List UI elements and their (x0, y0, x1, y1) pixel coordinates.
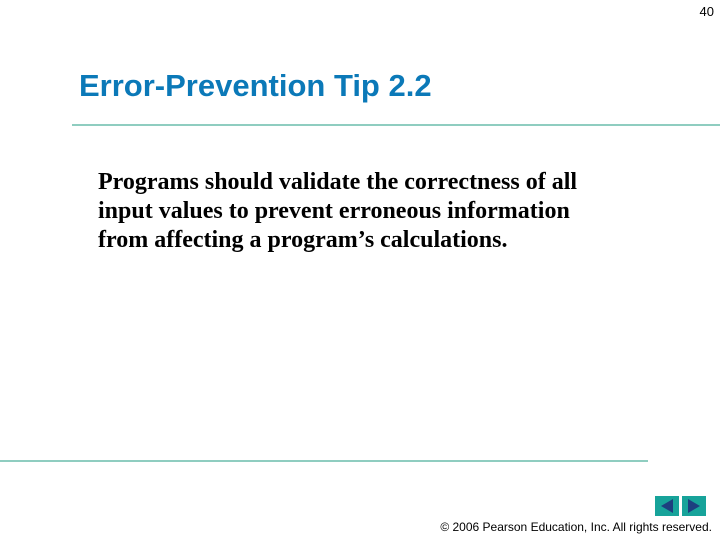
tip-line-3: from affecting a program’s calculations. (98, 227, 508, 253)
next-slide-button[interactable] (682, 496, 706, 516)
copyright-notice: © 2006 Pearson Education, Inc. All rights reserved. (440, 520, 712, 534)
slide-navigation (655, 496, 706, 516)
footer-divider (0, 460, 648, 462)
tip-line-2: input values to prevent erroneous information (98, 198, 570, 224)
right-triangle-icon (682, 496, 706, 516)
tip-line-1: Programs should validate the correctness of all (98, 169, 578, 195)
page-number: 40 (699, 4, 714, 19)
left-triangle-icon (655, 496, 679, 516)
previous-slide-button[interactable] (655, 496, 679, 516)
slide-title: Error-Prevention Tip 2.2 (79, 68, 432, 103)
tip-text (98, 168, 698, 255)
title-divider (72, 124, 720, 126)
